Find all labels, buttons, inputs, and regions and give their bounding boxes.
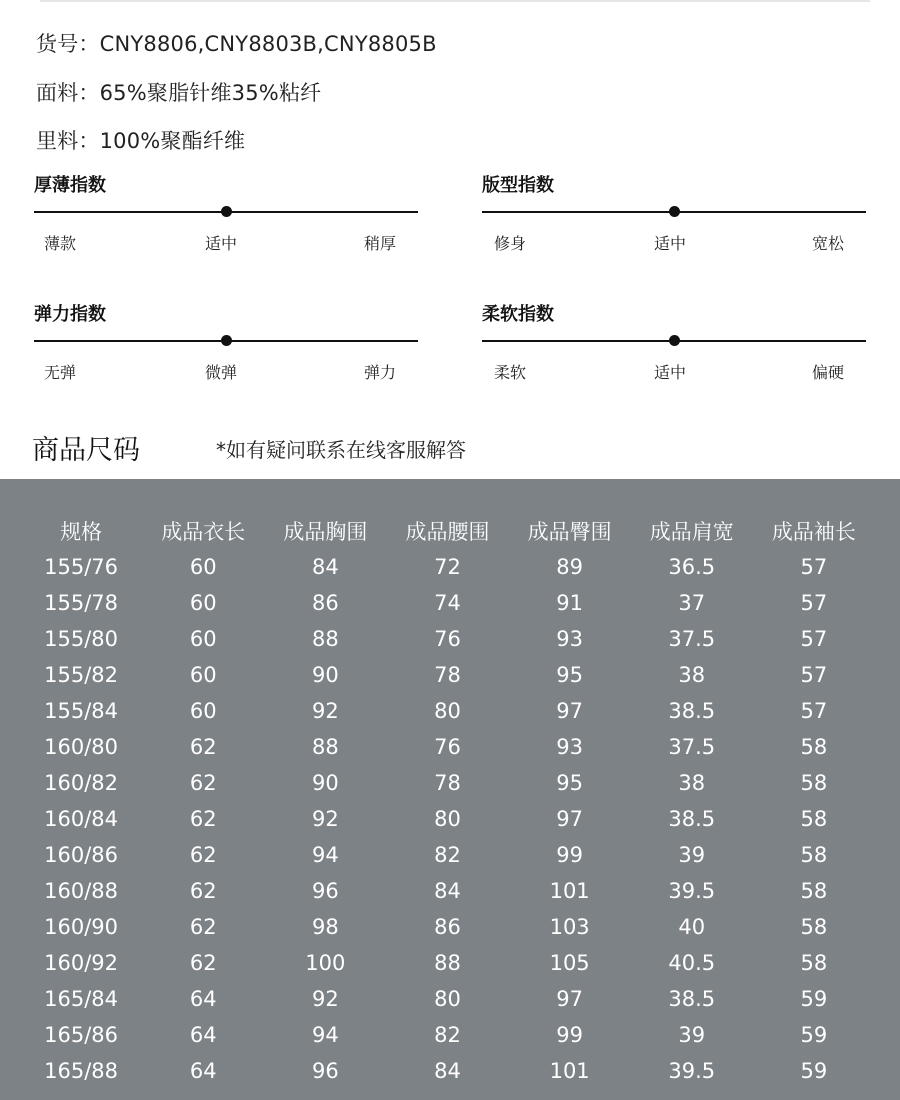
size-table-body <box>20 549 875 1089</box>
cell-waist: 80 <box>434 807 461 831</box>
cell-sleeve: 58 <box>800 951 828 975</box>
scale-indicator <box>669 335 680 346</box>
cell-size: 160/92 <box>44 951 119 975</box>
cell-sleeve: 57 <box>800 699 828 723</box>
cell-size: 165/84 <box>44 987 119 1011</box>
table-row <box>20 657 875 693</box>
cell-shoulder: 40 <box>678 915 706 939</box>
cell-sleeve: 57 <box>800 555 828 579</box>
cell-shoulder: 40.5 <box>668 951 716 975</box>
scale-label-mid: 适中 <box>654 363 687 382</box>
cell-size: 155/76 <box>44 555 119 579</box>
cell-chest: 88 <box>311 627 339 651</box>
cell-size: 160/88 <box>44 879 119 903</box>
column-header-length: 成品衣长 <box>161 520 246 544</box>
cell-shoulder: 38.5 <box>668 987 716 1011</box>
cell-sleeve: 57 <box>800 591 828 615</box>
table-row <box>20 1053 875 1089</box>
cell-sleeve: 58 <box>800 807 828 831</box>
cell-waist: 82 <box>434 843 461 867</box>
cell-sleeve: 59 <box>800 987 828 1011</box>
size-section-title: 商品尺码 <box>32 435 140 466</box>
scale-label-left: 柔软 <box>494 363 527 382</box>
cell-waist: 84 <box>434 1059 461 1083</box>
scale-title: 版型指数 <box>482 175 554 196</box>
table-row <box>20 729 875 765</box>
cell-hip: 97 <box>556 699 583 723</box>
cell-chest: 88 <box>311 735 339 759</box>
cell-hip: 97 <box>556 807 583 831</box>
cell-length: 60 <box>189 627 217 651</box>
column-header-waist: 成品腰围 <box>405 520 490 544</box>
cell-length: 60 <box>189 555 217 579</box>
cell-shoulder: 38.5 <box>668 807 716 831</box>
cell-hip: 93 <box>556 627 583 651</box>
scale-label-right: 稍厚 <box>364 234 397 253</box>
cell-chest: 96 <box>311 1059 339 1083</box>
table-row <box>20 765 875 801</box>
column-header-chest: 成品胸围 <box>283 520 368 544</box>
table-row <box>20 945 875 981</box>
scale-title: 弹力指数 <box>34 304 106 325</box>
cell-hip: 101 <box>549 879 590 903</box>
scale-indicator <box>221 206 232 217</box>
table-row <box>20 621 875 657</box>
cell-shoulder: 38.5 <box>668 699 716 723</box>
table-row <box>20 1017 875 1053</box>
cell-waist: 80 <box>434 699 461 723</box>
cell-length: 62 <box>189 807 217 831</box>
cell-length: 60 <box>189 699 217 723</box>
cell-shoulder: 37.5 <box>668 735 716 759</box>
table-row <box>20 909 875 945</box>
cell-length: 62 <box>189 735 217 759</box>
cell-chest: 96 <box>311 879 339 903</box>
cell-length: 62 <box>189 951 217 975</box>
table-row <box>20 981 875 1017</box>
column-header-sleeve: 成品袖长 <box>771 520 856 544</box>
cell-shoulder: 39.5 <box>668 1059 716 1083</box>
scale-label-mid: 微弹 <box>205 363 238 382</box>
cell-chest: 94 <box>311 843 339 867</box>
scale-label-right: 弹力 <box>364 363 397 382</box>
cell-chest: 98 <box>311 915 339 939</box>
thickness-scale <box>34 171 420 281</box>
elasticity-scale <box>34 300 420 410</box>
cell-sleeve: 57 <box>800 627 828 651</box>
cell-hip: 91 <box>556 591 583 615</box>
cell-hip: 95 <box>556 771 583 795</box>
cell-length: 62 <box>189 771 217 795</box>
cell-sleeve: 58 <box>800 915 828 939</box>
cell-size: 165/86 <box>44 1023 119 1047</box>
cell-hip: 103 <box>549 915 590 939</box>
cell-chest: 84 <box>311 555 339 579</box>
column-header-size: 规格 <box>60 520 103 544</box>
cell-hip: 97 <box>556 987 583 1011</box>
scale-label-left: 无弹 <box>44 363 77 382</box>
scale-label-left: 薄款 <box>44 234 77 253</box>
cell-waist: 80 <box>434 987 461 1011</box>
scale-label-right: 偏硬 <box>812 363 845 382</box>
cell-sleeve: 58 <box>800 843 828 867</box>
cell-hip: 105 <box>549 951 590 975</box>
cell-waist: 74 <box>434 591 461 615</box>
cell-waist: 88 <box>434 951 461 975</box>
cell-size: 160/90 <box>44 915 119 939</box>
cell-length: 64 <box>189 1059 217 1083</box>
cell-waist: 78 <box>434 771 461 795</box>
fabric-info: 面料：65%聚脂针维35%粘纤 <box>36 81 322 105</box>
lining-info: 里料：100%聚酯纤维 <box>36 129 246 153</box>
scale-label-right: 宽松 <box>812 234 845 253</box>
size-section-note: *如有疑问联系在线客服解答 <box>216 438 466 462</box>
cell-shoulder: 39 <box>678 843 706 867</box>
column-header-hip: 成品臀围 <box>527 520 612 544</box>
cell-size: 160/82 <box>44 771 119 795</box>
cell-shoulder: 36.5 <box>668 555 716 579</box>
cell-length: 64 <box>189 987 217 1011</box>
cell-length: 62 <box>189 843 217 867</box>
scale-label-left: 修身 <box>494 234 527 253</box>
cell-size: 155/82 <box>44 663 119 687</box>
top-divider <box>40 0 870 2</box>
cell-chest: 90 <box>311 771 339 795</box>
scale-indicator <box>221 335 232 346</box>
cell-shoulder: 38 <box>678 663 706 687</box>
cell-size: 155/78 <box>44 591 119 615</box>
cell-waist: 72 <box>434 555 461 579</box>
cell-length: 60 <box>189 591 217 615</box>
cell-sleeve: 58 <box>800 735 828 759</box>
cell-hip: 99 <box>556 843 583 867</box>
scale-label-mid: 适中 <box>205 234 238 253</box>
item-number: 货号：CNY8806,CNY8803B,CNY8805B <box>36 32 437 56</box>
table-row <box>20 693 875 729</box>
size-table <box>20 513 875 1089</box>
cell-length: 64 <box>189 1023 217 1047</box>
scale-indicator <box>669 206 680 217</box>
cell-sleeve: 57 <box>800 663 828 687</box>
cell-waist: 86 <box>434 915 461 939</box>
fit-scale <box>482 171 868 281</box>
softness-scale <box>482 300 868 410</box>
scale-label-mid: 适中 <box>654 234 687 253</box>
table-row <box>20 549 875 585</box>
cell-hip: 89 <box>556 555 583 579</box>
cell-sleeve: 58 <box>800 879 828 903</box>
cell-chest: 92 <box>311 699 339 723</box>
table-row <box>20 873 875 909</box>
cell-size: 155/80 <box>44 627 119 651</box>
cell-size: 160/80 <box>44 735 119 759</box>
cell-waist: 76 <box>434 735 461 759</box>
cell-chest: 92 <box>311 987 339 1011</box>
cell-sleeve: 58 <box>800 771 828 795</box>
cell-chest: 94 <box>311 1023 339 1047</box>
cell-shoulder: 37 <box>678 591 706 615</box>
cell-size: 155/84 <box>44 699 119 723</box>
cell-hip: 95 <box>556 663 583 687</box>
cell-shoulder: 38 <box>678 771 706 795</box>
cell-sleeve: 59 <box>800 1059 828 1083</box>
scale-title: 柔软指数 <box>482 304 554 325</box>
cell-hip: 101 <box>549 1059 590 1083</box>
cell-shoulder: 39.5 <box>668 879 716 903</box>
cell-waist: 78 <box>434 663 461 687</box>
cell-size: 160/86 <box>44 843 119 867</box>
cell-hip: 93 <box>556 735 583 759</box>
cell-sleeve: 59 <box>800 1023 828 1047</box>
cell-chest: 90 <box>311 663 339 687</box>
cell-waist: 82 <box>434 1023 461 1047</box>
cell-waist: 84 <box>434 879 461 903</box>
cell-chest: 92 <box>311 807 339 831</box>
cell-hip: 99 <box>556 1023 583 1047</box>
cell-chest: 86 <box>311 591 339 615</box>
table-row <box>20 837 875 873</box>
column-header-shoulder: 成品肩宽 <box>649 520 734 544</box>
cell-size: 165/88 <box>44 1059 119 1083</box>
size-table-header-row <box>20 513 875 549</box>
cell-size: 160/84 <box>44 807 119 831</box>
cell-waist: 76 <box>434 627 461 651</box>
table-row <box>20 585 875 621</box>
scale-title: 厚薄指数 <box>34 175 106 196</box>
cell-shoulder: 37.5 <box>668 627 716 651</box>
table-row <box>20 801 875 837</box>
cell-length: 62 <box>189 879 217 903</box>
cell-chest: 100 <box>305 951 346 975</box>
size-chart-panel <box>0 479 900 1100</box>
cell-length: 60 <box>189 663 217 687</box>
cell-length: 62 <box>189 915 217 939</box>
cell-shoulder: 39 <box>678 1023 706 1047</box>
